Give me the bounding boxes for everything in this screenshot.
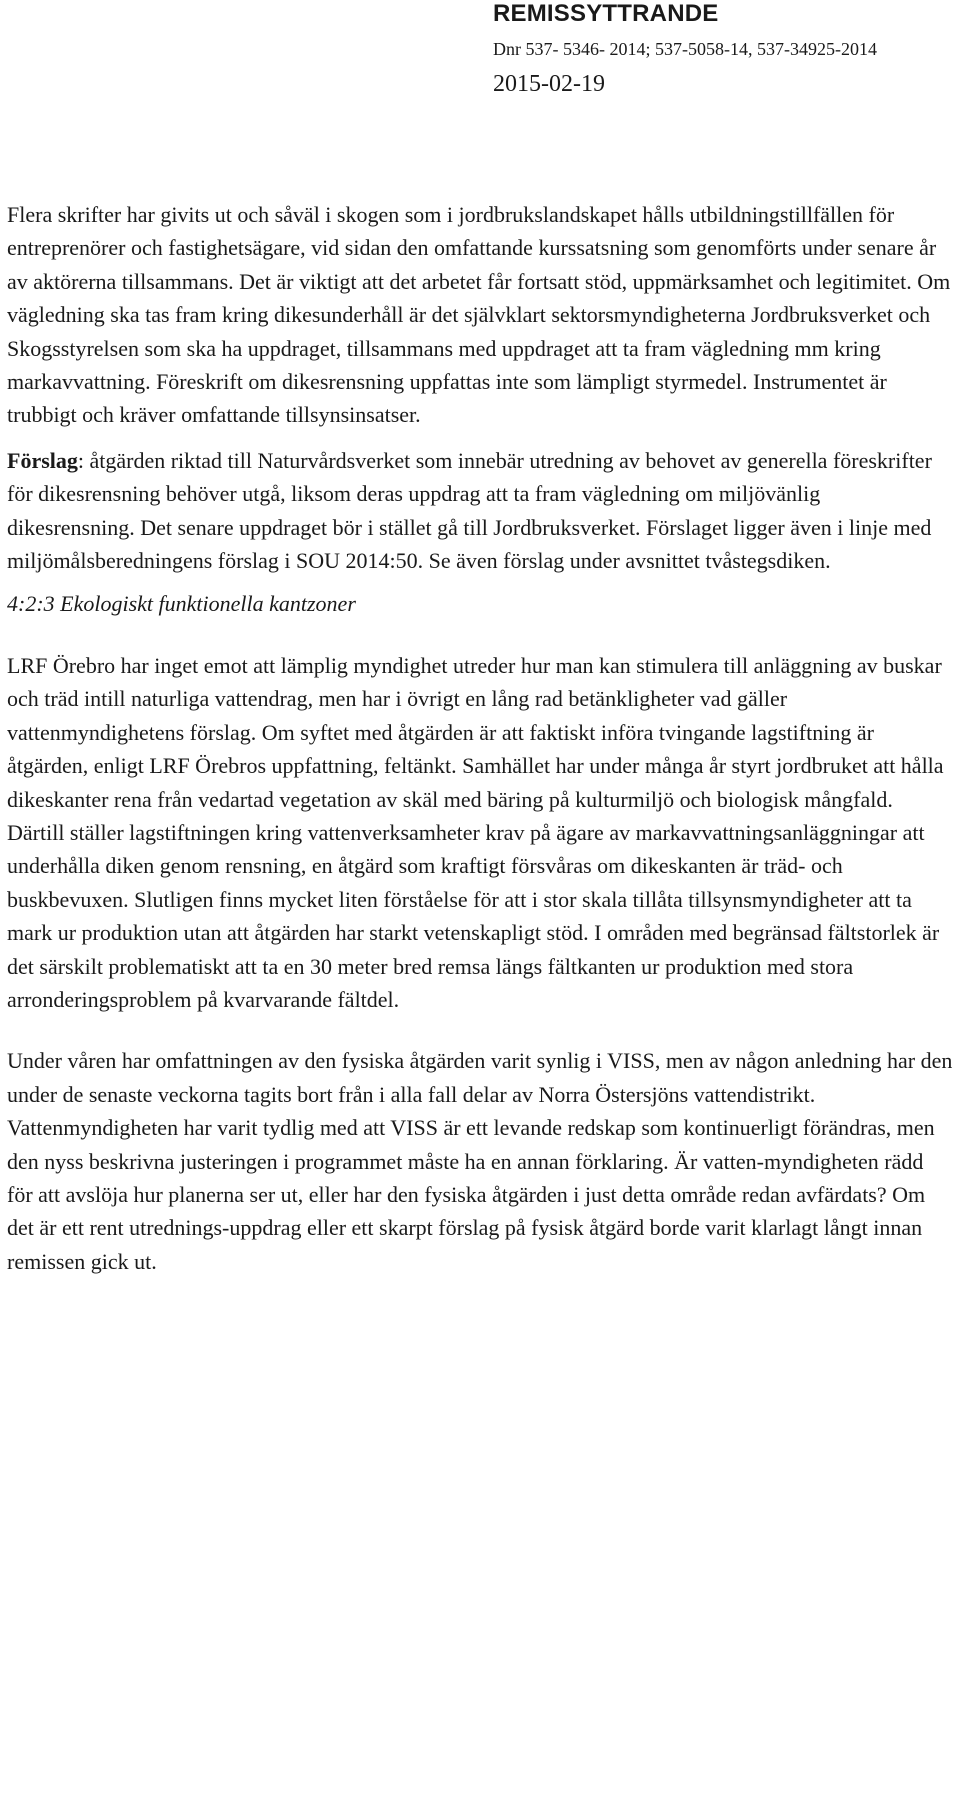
forslag-text: : åtgärden riktad till Naturvårdsverket som innebär utredning av behovet av generella föreskrifter för dikesrensning behöver utgå, liksom deras uppdrag att ta fram vägledning om miljövänlig dikesrensning. Det senare uppdraget bör i stället gå till Jordbruksverket. Förslaget ligger även i linje med miljömålsberedningens förslag i SOU 2014:50. Se även förslag under avsnittet tvåstegsdiken. xyxy=(7,447,932,574)
document-title: REMISSYTTRANDE xyxy=(493,0,719,27)
paragraph-viss: Under våren har omfattningen av den fysiska åtgärden varit synlig i VISS, men av någon anledning har den under de senaste veckorna tagits bort från i alla fall delar av Norra Östersjöns vattendistrikt. Vattenmyndigheten har varit tydlig med att VISS är ett levande redskap som kontinuerligt förändras, men den nyss beskrivna justeringen i programmet måste ha en annan förklaring. Är vatten-myndigheten rädd för att avslöja hur planerna ser ut, eller har den fysiska åtgärden i just detta område redan avfärdats? Om det är ett rent utrednings-uppdrag eller ett skarpt förslag på fysisk åtgärd borde varit klarlagt långt innan remissen gick ut. xyxy=(7,1048,953,1274)
paragraph-forslag xyxy=(7,444,953,578)
forslag-label: Förslag xyxy=(7,447,78,473)
paragraph-dikesrensning: Flera skrifter har givits ut och såväl i skogen som i jordbrukslandskapet hålls utbildningstillfällen för entreprenörer och fastighetsägare, vid sidan den omfattande kurssatsning som genomförts under senare år av aktörerna tillsammans. Det är viktigt att det arbetet får fortsatt stöd, uppmärksamhet och legitimitet. Om vägledning ska tas fram kring dikesunderhåll är det självklart sektorsmyndigheterna Jordbruksverket och Skogsstyrelsen som ska ha uppdraget, tillsammans med uppdraget att ta fram vägledning mm kring markavvattning. Föreskrift om dikesrensning uppfattas inte som lämpligt styrmedel. Instrumentet är trubbigt och kräver omfattande tillsynsinsatser. xyxy=(7,202,951,428)
document-body xyxy=(7,198,953,1278)
document-reference-number: Dnr 537- 5346- 2014; 537-5058-14, 537-34925-2014 xyxy=(493,39,877,59)
section-heading: 4:2:3 Ekologiskt funktionella kantzoner xyxy=(7,591,356,617)
paragraph-kantzoner: LRF Örebro har inget emot att lämplig myndighet utreder hur man kan stimulera till anläggning av buskar och träd intill naturliga vattendrag, men har i övrigt en lång rad betänkligheter vad gäller vattenmyndighetens förslag. Om syftet med åtgärden är att faktiskt införa tvingande lagstiftning är åtgärden, enligt LRF Örebros uppfattning, feltänkt. Samhället har under många år styrt jordbruket att hålla dikeskanter rena från vedartad vegetation av skäl med bäring på kulturmiljö och biologisk mångfald. Därtill ställer lagstiftningen kring vattenverksamheter krav på ägare av markavvattningsanläggningar att underhålla diken genom rensning, en åtgärd som kraftigt försvåras om dikeskanten är träd- och buskbevuxen. Slutligen finns mycket liten förståelse för att i stor skala tillåta tillsynsmyndigheter att ta mark ur produktion utan att åtgärden har starkt vetenskapligt stöd. I områden med begränsad fältstorlek är det särskilt problematiskt att ta en 30 meter bred remsa längs fältkanten ur produktion med stora arronderingsproblem på kvarvarande fältdel. xyxy=(7,652,944,1012)
document-date: 2015-02-19 xyxy=(493,71,605,97)
document-header xyxy=(493,0,953,98)
